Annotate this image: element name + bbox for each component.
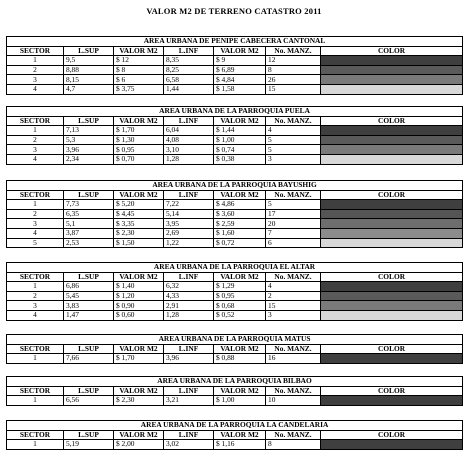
cell-color xyxy=(321,75,463,85)
cell-lsup: 6,56 xyxy=(64,396,114,406)
section-title: AREA URBANA DE LA PARROQUIA BILBAO xyxy=(7,377,463,387)
table-row xyxy=(7,219,463,229)
header-linf: L.INF xyxy=(164,190,214,200)
cell-color xyxy=(321,440,463,450)
section-table-block xyxy=(6,376,462,406)
cell-lsup: 5,1 xyxy=(64,219,114,229)
cell-valor-inf: $ 1,00 xyxy=(214,396,266,406)
cell-sector: 4 xyxy=(7,154,64,164)
cell-valor-inf: $ 0,95 xyxy=(214,291,266,301)
header-valor-inf: VALOR M2 xyxy=(214,46,266,56)
header-manzanas: No. MANZ. xyxy=(266,46,321,56)
cell-sector: 2 xyxy=(7,291,64,301)
cell-lsup: 2,34 xyxy=(64,154,114,164)
section-table xyxy=(6,106,463,165)
cell-valor-inf: $ 4,84 xyxy=(214,75,266,85)
table-row xyxy=(7,209,463,219)
color-swatch xyxy=(321,354,462,363)
table-row xyxy=(7,56,463,66)
section-title: AREA URBANA DE LA PARROQUIA MATUS xyxy=(7,335,463,345)
header-lsup: L.SUP xyxy=(64,272,114,282)
cell-linf: 8,35 xyxy=(164,56,214,66)
cell-lsup: 6,35 xyxy=(64,209,114,219)
cell-color xyxy=(321,154,463,164)
section-title-row xyxy=(7,181,463,191)
cell-color xyxy=(321,209,463,219)
cell-manzanas: 5 xyxy=(266,135,321,145)
cell-manzanas: 2 xyxy=(266,291,321,301)
section-table xyxy=(6,376,463,406)
cell-sector: 1 xyxy=(7,126,64,136)
cell-valor-sup: $ 6 xyxy=(114,75,164,85)
section-table xyxy=(6,420,463,450)
cell-linf: 2,69 xyxy=(164,228,214,238)
cell-manzanas: 4 xyxy=(266,126,321,136)
cell-valor-inf: $ 0,38 xyxy=(214,154,266,164)
document-title: VALOR M2 DE TERRENO CATASTRO 2011 xyxy=(146,6,322,16)
header-valor-sup: VALOR M2 xyxy=(114,386,164,396)
table-row xyxy=(7,145,463,155)
cell-lsup: 8,15 xyxy=(64,75,114,85)
cell-color xyxy=(321,56,463,66)
cell-valor-inf: $ 1,58 xyxy=(214,84,266,94)
table-row xyxy=(7,291,463,301)
table-row xyxy=(7,84,463,94)
header-linf: L.INF xyxy=(164,46,214,56)
cell-valor-sup: $ 0,95 xyxy=(114,145,164,155)
cell-linf: 8,25 xyxy=(164,65,214,75)
color-swatch xyxy=(321,210,462,219)
cell-manzanas: 26 xyxy=(266,75,321,85)
cell-valor-sup: $ 1,30 xyxy=(114,135,164,145)
cell-sector: 3 xyxy=(7,301,64,311)
color-swatch xyxy=(321,126,462,135)
cell-manzanas: 4 xyxy=(266,282,321,292)
cell-color xyxy=(321,145,463,155)
header-row xyxy=(7,272,463,282)
header-color: COLOR xyxy=(321,190,463,200)
header-manzanas: No. MANZ. xyxy=(266,272,321,282)
section-title-row xyxy=(7,335,463,345)
cell-manzanas: 15 xyxy=(266,84,321,94)
section-table xyxy=(6,334,463,364)
cell-linf: 1,22 xyxy=(164,238,214,248)
cell-manzanas: 16 xyxy=(266,354,321,364)
cell-sector: 4 xyxy=(7,84,64,94)
header-color: COLOR xyxy=(321,46,463,56)
cell-sector: 4 xyxy=(7,228,64,238)
cell-manzanas: 5 xyxy=(266,200,321,210)
cell-valor-inf: $ 9 xyxy=(214,56,266,66)
header-valor-sup: VALOR M2 xyxy=(114,430,164,440)
cell-manzanas: 3 xyxy=(266,154,321,164)
cell-sector: 2 xyxy=(7,65,64,75)
cell-color xyxy=(321,282,463,292)
cell-manzanas: 15 xyxy=(266,301,321,311)
cell-color xyxy=(321,84,463,94)
cell-manzanas: 5 xyxy=(266,145,321,155)
header-manzanas: No. MANZ. xyxy=(266,344,321,354)
header-manzanas: No. MANZ. xyxy=(266,386,321,396)
cell-color xyxy=(321,126,463,136)
header-manzanas: No. MANZ. xyxy=(266,430,321,440)
section-table xyxy=(6,262,463,321)
cell-valor-inf: $ 1,44 xyxy=(214,126,266,136)
cell-lsup: 3,87 xyxy=(64,228,114,238)
color-swatch xyxy=(321,311,462,320)
cell-linf: 4,33 xyxy=(164,291,214,301)
table-row xyxy=(7,135,463,145)
header-lsup: L.SUP xyxy=(64,430,114,440)
cell-sector: 1 xyxy=(7,440,64,450)
table-row xyxy=(7,354,463,364)
section-title-row xyxy=(7,263,463,273)
header-valor-inf: VALOR M2 xyxy=(214,386,266,396)
color-swatch xyxy=(321,136,462,145)
table-row xyxy=(7,126,463,136)
cell-linf: 1,28 xyxy=(164,154,214,164)
header-valor-sup: VALOR M2 xyxy=(114,190,164,200)
cell-valor-sup: $ 1,20 xyxy=(114,291,164,301)
cell-lsup: 3,96 xyxy=(64,145,114,155)
table-row xyxy=(7,301,463,311)
cell-linf: 3,02 xyxy=(164,440,214,450)
header-valor-inf: VALOR M2 xyxy=(214,116,266,126)
cell-sector: 1 xyxy=(7,396,64,406)
header-lsup: L.SUP xyxy=(64,344,114,354)
cell-linf: 6,58 xyxy=(164,75,214,85)
header-row xyxy=(7,116,463,126)
cell-color xyxy=(321,200,463,210)
header-row xyxy=(7,430,463,440)
cell-color xyxy=(321,396,463,406)
header-valor-sup: VALOR M2 xyxy=(114,46,164,56)
cell-valor-sup: $ 3,35 xyxy=(114,219,164,229)
cell-valor-inf: $ 1,00 xyxy=(214,135,266,145)
cell-linf: 7,22 xyxy=(164,200,214,210)
header-color: COLOR xyxy=(321,344,463,354)
cell-sector: 3 xyxy=(7,219,64,229)
cell-linf: 2,91 xyxy=(164,301,214,311)
color-swatch xyxy=(321,219,462,228)
header-valor-inf: VALOR M2 xyxy=(214,190,266,200)
section-title-row xyxy=(7,421,463,431)
color-swatch xyxy=(321,85,462,94)
cell-sector: 2 xyxy=(7,135,64,145)
header-linf: L.INF xyxy=(164,272,214,282)
section-title: AREA URBANA DE LA PARROQUIA LA CANDELARIA xyxy=(7,421,463,431)
cell-lsup: 5,45 xyxy=(64,291,114,301)
cell-linf: 1,44 xyxy=(164,84,214,94)
cell-lsup: 7,13 xyxy=(64,126,114,136)
cell-color xyxy=(321,291,463,301)
cell-sector: 1 xyxy=(7,354,64,364)
cell-valor-inf: $ 1,29 xyxy=(214,282,266,292)
header-linf: L.INF xyxy=(164,386,214,396)
header-color: COLOR xyxy=(321,386,463,396)
cell-color xyxy=(321,310,463,320)
cell-manzanas: 17 xyxy=(266,209,321,219)
cell-color xyxy=(321,65,463,75)
cell-linf: 4,08 xyxy=(164,135,214,145)
header-lsup: L.SUP xyxy=(64,386,114,396)
table-row xyxy=(7,440,463,450)
header-linf: L.INF xyxy=(164,116,214,126)
cell-linf: 3,21 xyxy=(164,396,214,406)
cell-sector: 2 xyxy=(7,209,64,219)
cell-valor-sup: $ 3,75 xyxy=(114,84,164,94)
cell-manzanas: 20 xyxy=(266,219,321,229)
cell-color xyxy=(321,219,463,229)
cell-sector: 5 xyxy=(7,238,64,248)
table-row xyxy=(7,396,463,406)
header-valor-inf: VALOR M2 xyxy=(214,430,266,440)
cell-valor-sup: $ 1,70 xyxy=(114,354,164,364)
cell-valor-sup: $ 1,70 xyxy=(114,126,164,136)
table-row xyxy=(7,200,463,210)
color-swatch xyxy=(321,292,462,301)
header-sector: SECTOR xyxy=(7,190,64,200)
cell-manzanas: 10 xyxy=(266,396,321,406)
color-swatch xyxy=(321,301,462,310)
cell-sector: 4 xyxy=(7,310,64,320)
cell-lsup: 1,47 xyxy=(64,310,114,320)
cell-valor-inf: $ 1,60 xyxy=(214,228,266,238)
cell-sector: 3 xyxy=(7,145,64,155)
table-row xyxy=(7,65,463,75)
header-color: COLOR xyxy=(321,116,463,126)
color-swatch xyxy=(321,229,462,238)
cell-valor-sup: $ 1,50 xyxy=(114,238,164,248)
section-title-row xyxy=(7,37,463,47)
header-lsup: L.SUP xyxy=(64,190,114,200)
cell-valor-inf: $ 0,52 xyxy=(214,310,266,320)
cell-valor-sup: $ 2,30 xyxy=(114,396,164,406)
color-swatch xyxy=(321,56,462,65)
header-sector: SECTOR xyxy=(7,430,64,440)
cell-linf: 6,04 xyxy=(164,126,214,136)
header-sector: SECTOR xyxy=(7,116,64,126)
header-color: COLOR xyxy=(321,430,463,440)
color-swatch xyxy=(321,155,462,164)
cell-color xyxy=(321,135,463,145)
cell-lsup: 3,83 xyxy=(64,301,114,311)
cell-lsup: 9,5 xyxy=(64,56,114,66)
cell-manzanas: 6 xyxy=(266,238,321,248)
header-lsup: L.SUP xyxy=(64,116,114,126)
cell-color xyxy=(321,301,463,311)
cell-valor-inf: $ 4,86 xyxy=(214,200,266,210)
cell-linf: 3,96 xyxy=(164,354,214,364)
cell-color xyxy=(321,354,463,364)
color-swatch xyxy=(321,440,462,449)
color-swatch xyxy=(321,75,462,84)
color-swatch xyxy=(321,200,462,209)
cell-valor-sup: $ 0,70 xyxy=(114,154,164,164)
cell-manzanas: 8 xyxy=(266,440,321,450)
cell-lsup: 5,19 xyxy=(64,440,114,450)
cell-valor-sup: $ 2,00 xyxy=(114,440,164,450)
header-sector: SECTOR xyxy=(7,344,64,354)
section-title-row xyxy=(7,377,463,387)
color-swatch xyxy=(321,282,462,291)
header-lsup: L.SUP xyxy=(64,46,114,56)
header-valor-sup: VALOR M2 xyxy=(114,344,164,354)
header-valor-sup: VALOR M2 xyxy=(114,116,164,126)
color-swatch xyxy=(321,66,462,75)
cell-valor-inf: $ 0,72 xyxy=(214,238,266,248)
cell-lsup: 5,3 xyxy=(64,135,114,145)
header-row xyxy=(7,386,463,396)
cell-manzanas: 12 xyxy=(266,56,321,66)
cell-lsup: 2,53 xyxy=(64,238,114,248)
cell-lsup: 7,66 xyxy=(64,354,114,364)
cell-valor-inf: $ 0,74 xyxy=(214,145,266,155)
header-valor-sup: VALOR M2 xyxy=(114,272,164,282)
cell-valor-sup: $ 2,30 xyxy=(114,228,164,238)
cell-lsup: 4,7 xyxy=(64,84,114,94)
cell-valor-sup: $ 12 xyxy=(114,56,164,66)
section-table xyxy=(6,36,463,95)
cell-color xyxy=(321,228,463,238)
section-table xyxy=(6,180,463,248)
section-title: AREA URBANA DE PENIPE CABECERA CANTONAL xyxy=(7,37,463,47)
cell-linf: 6,32 xyxy=(164,282,214,292)
section-table-block xyxy=(6,262,462,321)
cell-valor-sup: $ 0,90 xyxy=(114,301,164,311)
section-table-block xyxy=(6,106,462,165)
cell-lsup: 7,73 xyxy=(64,200,114,210)
section-title: AREA URBANA DE LA PARROQUIA EL ALTAR xyxy=(7,263,463,273)
header-linf: L.INF xyxy=(164,344,214,354)
cell-valor-sup: $ 8 xyxy=(114,65,164,75)
cell-valor-sup: $ 5,20 xyxy=(114,200,164,210)
section-title: AREA URBANA DE LA PARROQUIA BAYUSHIG xyxy=(7,181,463,191)
cell-valor-inf: $ 1,16 xyxy=(214,440,266,450)
cell-valor-inf: $ 3,60 xyxy=(214,209,266,219)
table-row xyxy=(7,75,463,85)
cell-linf: 3,10 xyxy=(164,145,214,155)
section-table-block xyxy=(6,36,462,95)
section-title-row xyxy=(7,107,463,117)
header-valor-inf: VALOR M2 xyxy=(214,344,266,354)
header-manzanas: No. MANZ. xyxy=(266,190,321,200)
header-row xyxy=(7,46,463,56)
section-table-block xyxy=(6,334,462,364)
cell-valor-sup: $ 1,40 xyxy=(114,282,164,292)
cell-sector: 1 xyxy=(7,56,64,66)
color-swatch xyxy=(321,145,462,154)
header-linf: L.INF xyxy=(164,430,214,440)
cell-manzanas: 8 xyxy=(266,65,321,75)
cell-valor-inf: $ 6,89 xyxy=(214,65,266,75)
cell-linf: 5,14 xyxy=(164,209,214,219)
cell-sector: 1 xyxy=(7,282,64,292)
cell-valor-inf: $ 0,68 xyxy=(214,301,266,311)
table-row xyxy=(7,238,463,248)
section-title: AREA URBANA DE LA PARROQUIA PUELA xyxy=(7,107,463,117)
cell-manzanas: 3 xyxy=(266,310,321,320)
header-sector: SECTOR xyxy=(7,272,64,282)
cell-sector: 3 xyxy=(7,75,64,85)
color-swatch xyxy=(321,239,462,248)
cell-valor-inf: $ 2,59 xyxy=(214,219,266,229)
cell-linf: 3,95 xyxy=(164,219,214,229)
cell-valor-sup: $ 0,60 xyxy=(114,310,164,320)
section-table-block xyxy=(6,180,462,248)
color-swatch xyxy=(321,396,462,405)
cell-lsup: 8,88 xyxy=(64,65,114,75)
cell-valor-sup: $ 4,45 xyxy=(114,209,164,219)
section-table-block xyxy=(6,420,462,450)
header-color: COLOR xyxy=(321,272,463,282)
cell-valor-inf: $ 0,88 xyxy=(214,354,266,364)
table-row xyxy=(7,228,463,238)
table-row xyxy=(7,154,463,164)
cell-lsup: 6,86 xyxy=(64,282,114,292)
cell-color xyxy=(321,238,463,248)
table-row xyxy=(7,310,463,320)
cell-linf: 1,28 xyxy=(164,310,214,320)
table-row xyxy=(7,282,463,292)
header-manzanas: No. MANZ. xyxy=(266,116,321,126)
cell-sector: 1 xyxy=(7,200,64,210)
cell-manzanas: 7 xyxy=(266,228,321,238)
header-sector: SECTOR xyxy=(7,386,64,396)
header-row xyxy=(7,344,463,354)
header-row xyxy=(7,190,463,200)
header-valor-inf: VALOR M2 xyxy=(214,272,266,282)
header-sector: SECTOR xyxy=(7,46,64,56)
